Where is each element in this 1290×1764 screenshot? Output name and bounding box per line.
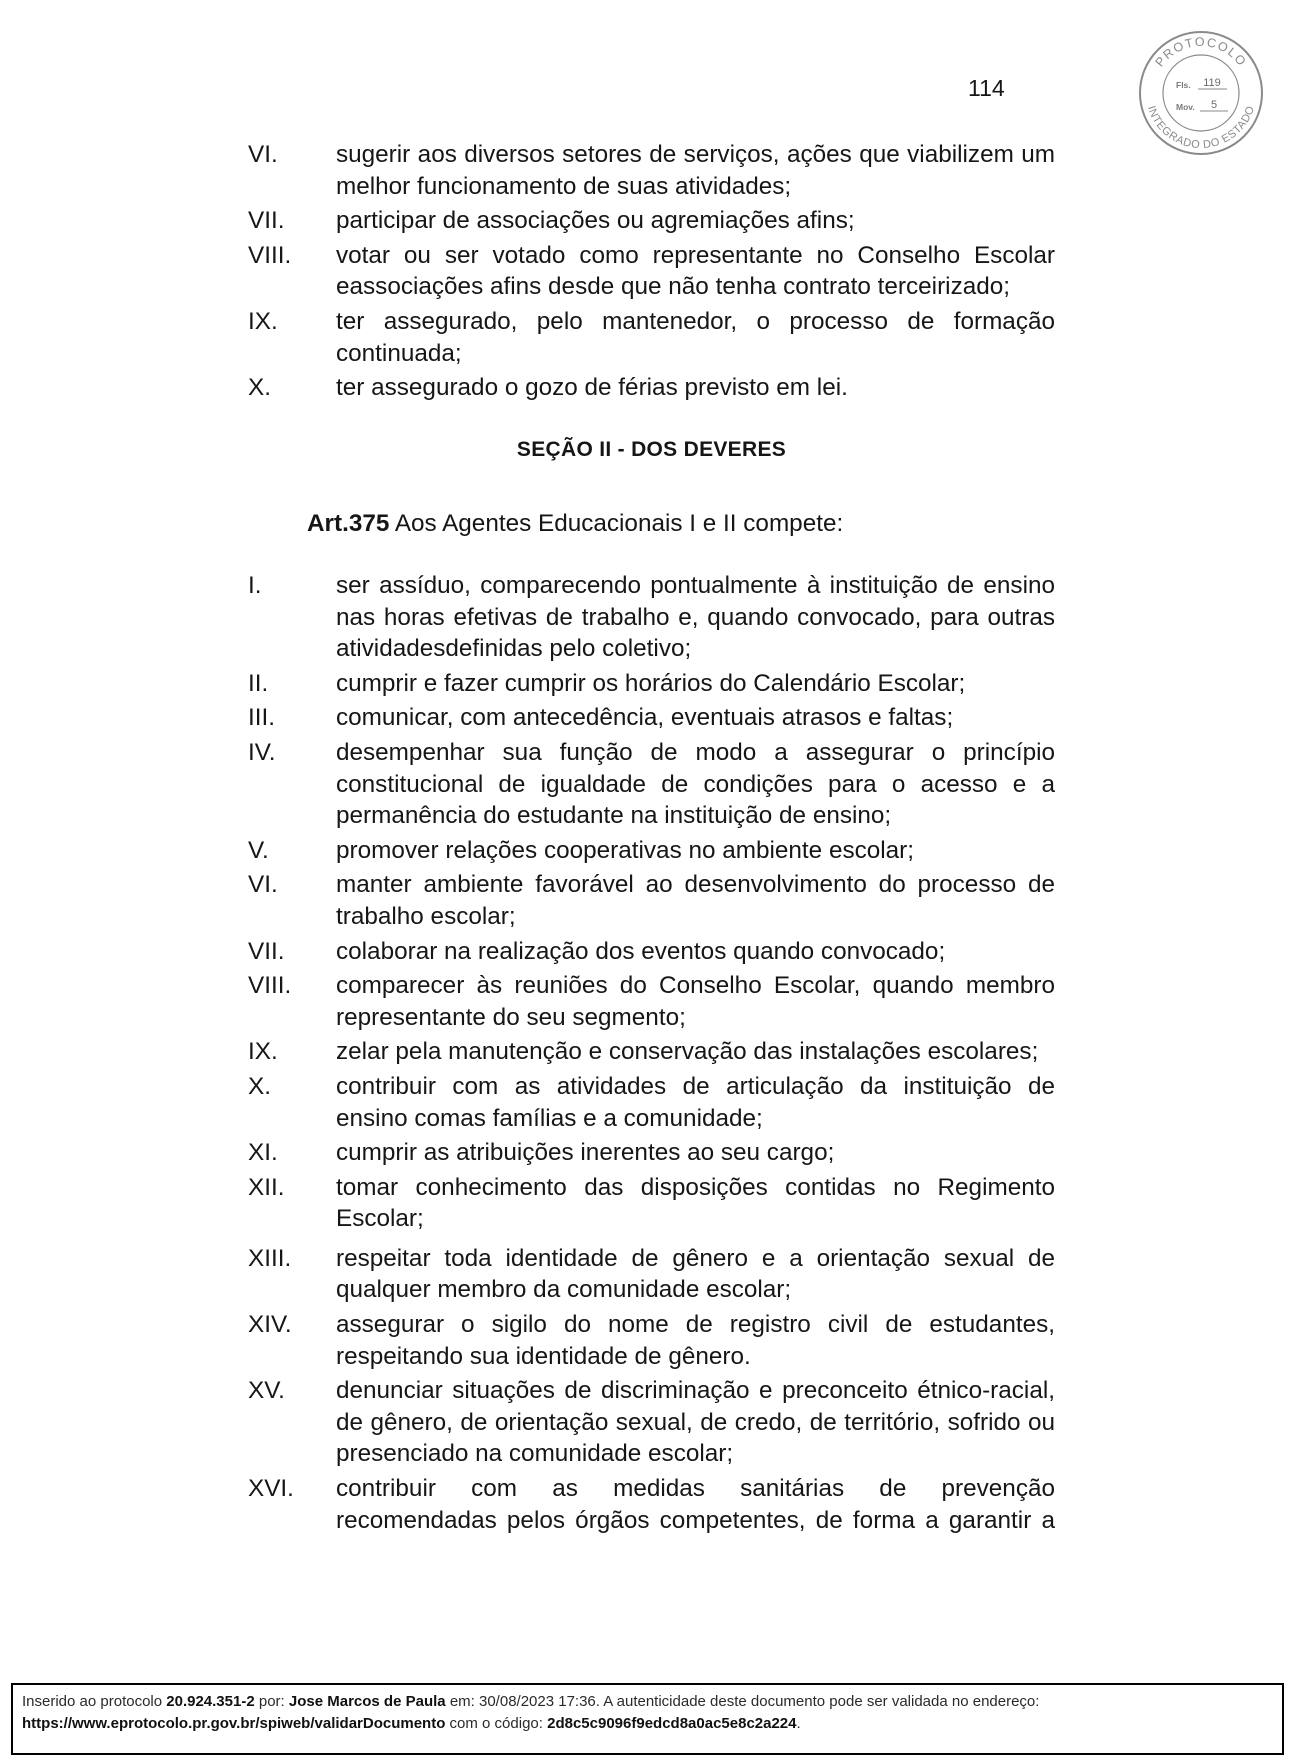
stamp-bottom-text: INTEGRADO DO ESTADO [1144,104,1258,152]
list-item [248,1309,1055,1372]
list-item [248,835,1055,867]
article-text: Aos Agentes Educacionais I e II compete: [394,510,844,537]
stamp-fls-value: 119 [1203,77,1221,89]
footer-code-label: com o código: [449,1715,543,1732]
list-item-numeral: XV. [248,1377,285,1405]
list-item-text [336,702,1055,734]
footer-datetime: 30/08/2023 17:36. [479,1693,600,1710]
section-heading: SEÇÃO II - DOS DEVERES [516,438,787,461]
list-item-numeral: IX. [248,307,278,335]
page-number: 114 [968,75,1005,101]
list-item-text [336,668,1055,700]
list-item [248,869,1055,932]
list-item-text-line: assegurar o sigilo do nome de registro civil de estudantes, [336,1311,1055,1339]
list-item-text-line: recomendadas pelos órgãos competentes, de forma a garantir a [336,1506,1055,1534]
list-item-numeral: IX. [248,1038,278,1066]
list-item-numeral: X. [248,1072,271,1100]
list-item-numeral: X. [248,374,271,402]
list-item [248,1036,1055,1068]
list-item-text [336,1172,1055,1235]
list-item-numeral: VI. [248,871,278,899]
list-item-numeral: I. [248,572,262,599]
list-item [248,1243,1055,1306]
list-item-text-line: votar ou ser votado como representante no Conselho Escolar [336,241,1055,269]
list-item-text-line: Escolar; [336,1205,424,1233]
list-item-text [336,1375,1055,1470]
footer-prefix: Inserido ao protocolo [22,1693,163,1710]
footer-auth-text: A autenticidade deste documento pode ser validada no endereço: [603,1693,1040,1710]
list-item-text-line: ensino comas famílias e a comunidade; [336,1104,763,1132]
list-item-text-line: presenciado na comunidade escolar; [336,1440,734,1468]
list-item-text-line: manter ambiente favorável ao desenvolvimento do processo de [336,871,1055,899]
list-item-text-line: colaborar na realização dos eventos quando convocado; [336,937,946,965]
list-item-text [336,306,1055,369]
list-item [248,205,1055,237]
footer-author: Jose Marcos de Paula [288,1693,446,1710]
list-item [248,139,1055,202]
list-item-text-line: ter assegurado o gozo de férias previsto em lei. [336,374,848,402]
list-item-text-line: participar de associações ou agremiações afins; [336,207,855,235]
footer-line [22,1713,801,1735]
list-item-text [336,737,1055,832]
list-item-numeral: VII. [248,207,285,235]
list-item-text-line: comparecer às reuniões do Conselho Escolar, quando membro [336,972,1055,1000]
list-item [248,1375,1055,1470]
footer-line [22,1691,1039,1713]
list-item-text [336,1473,1055,1536]
list-item-numeral: VIII. [248,972,292,1000]
list-item-text-line: cumprir e fazer cumprir os horários do Calendário Escolar; [336,669,966,697]
list-item-numeral: XIII. [248,1244,292,1272]
list-item-text-line: cumprir as atribuições inerentes ao seu cargo; [336,1139,835,1167]
list-item-numeral: VIII. [248,241,292,269]
list-item-numeral: VI. [248,141,278,168]
list-item-numeral: XII. [248,1173,285,1201]
list-item-text-line: nas horas efetivas de trabalho e, quando convocado, para outras [336,603,1055,631]
list-item [248,1071,1055,1134]
list-item-text-line: comunicar, com antecedência, eventuais atrasos e faltas; [336,704,954,732]
footer-by-label: por: [258,1693,285,1710]
stamp-outer-ring [1140,32,1262,154]
list-item [248,702,1055,734]
list-item-text [336,1243,1055,1306]
list-item-numeral: IV. [248,738,276,766]
list-item-numeral: V. [248,836,269,864]
duties-list [248,570,1055,1536]
list-item-numeral: XIV. [248,1311,292,1339]
list-item [248,1473,1055,1536]
list-item-text-line: desempenhar sua função de modo a assegurar o princípio [336,738,1055,766]
list-item-text-line: de gênero, de orientação sexual, de credo, de território, sofrido ou [336,1408,1055,1436]
list-item [248,737,1055,832]
stamp-mov-label: Mov. [1176,102,1195,112]
stamp-top-text: PROTOCOLO [1152,34,1250,70]
list-item-text [336,139,1055,202]
list-item-numeral: II. [248,669,269,697]
list-item [248,570,1055,665]
list-item [248,970,1055,1033]
list-item-text-line: respeitando sua identidade de gênero. [336,1342,751,1370]
list-item [248,1172,1055,1235]
list-item-text [336,240,1055,303]
footer-end-punct: . [796,1715,801,1732]
list-item-numeral: XI. [248,1139,278,1167]
stamp-fls-label: Fls. [1176,80,1191,90]
list-item [248,306,1055,369]
list-item-text [336,1071,1055,1134]
rights-list [248,139,1055,404]
footer-date-label: em: [449,1693,475,1710]
protocol-stamp [1136,28,1266,158]
list-item-text-line: representante do seu segmento; [336,1003,686,1031]
list-item-numeral: XVI. [248,1475,294,1503]
list-item-text [336,570,1055,665]
list-item-text-line: atividadesdefinidas pelo coletivo; [336,635,692,663]
list-item-text-line: permanência do estudante na instituição de ensino; [336,802,892,830]
article-heading [307,508,843,540]
list-item-text-line: qualquer membro da comunidade escolar; [336,1276,792,1304]
list-item-text [336,372,1055,404]
list-item-text [336,970,1055,1033]
list-item-text-line: constitucional de igualdade de condições para o acesso e a [336,770,1055,798]
list-item-text-line: zelar pela manutenção e conservação das instalações escolares; [336,1038,1039,1066]
list-item-text [336,936,1055,968]
list-item-text-line: respeitar toda identidade de gênero e a orientação sexual de [336,1244,1055,1272]
article-number: Art.375 [307,510,390,537]
footer-validation-url[interactable]: https://www.eprotocolo.pr.gov.br/spiweb/validarDocumento [22,1715,446,1732]
list-item-text [336,869,1055,932]
footer-protocol-number: 20.924.351-2 [166,1693,255,1710]
list-item-text-line: ter assegurado, pelo mantenedor, o processo de formação [336,307,1055,335]
stamp-mov-value: 5 [1210,99,1218,111]
list-item-text-line: contribuir com as medidas sanitárias de prevenção [336,1475,1055,1503]
list-item-text [336,205,1055,237]
list-item-text-line: sugerir aos diversos setores de serviços, ações que viabilizem um [336,141,1055,168]
list-item [248,240,1055,303]
list-item [248,936,1055,968]
list-item-text-line: contribuir com as atividades de articulação da instituição de [336,1072,1055,1100]
list-item [248,668,1055,700]
list-item-text-line: promover relações cooperativas no ambiente escolar; [336,836,915,864]
list-item-text-line: ser assíduo, comparecendo pontualmente à instituição de ensino [336,572,1055,599]
list-item-text-line: tomar conhecimento das disposições contidas no Regimento [336,1173,1055,1201]
list-item-text-line: trabalho escolar; [336,902,516,930]
stamp-inner-ring [1163,55,1239,131]
list-item [248,372,1055,404]
list-item-numeral: III. [248,704,276,732]
list-item-text-line: melhor funcionamento de suas atividades; [336,172,792,200]
list-item-text [336,1137,1055,1169]
list-item-text-line: denunciar situações de discriminação e preconceito étnico-racial, [336,1377,1055,1405]
list-item-text-line: continuada; [336,339,462,367]
list-item-text [336,1036,1055,1068]
list-item-text [336,835,1055,867]
footer-validation-code: 2d8c5c9096f9edcd8a0ac5e8c2a224 [547,1715,797,1732]
list-item-text [336,1309,1055,1372]
list-item-text-line: eassociações afins desde que não tenha contrato terceirizado; [336,273,1011,301]
list-item [248,1137,1055,1169]
list-item-numeral: VII. [248,937,285,965]
footer-box [11,1683,1284,1755]
